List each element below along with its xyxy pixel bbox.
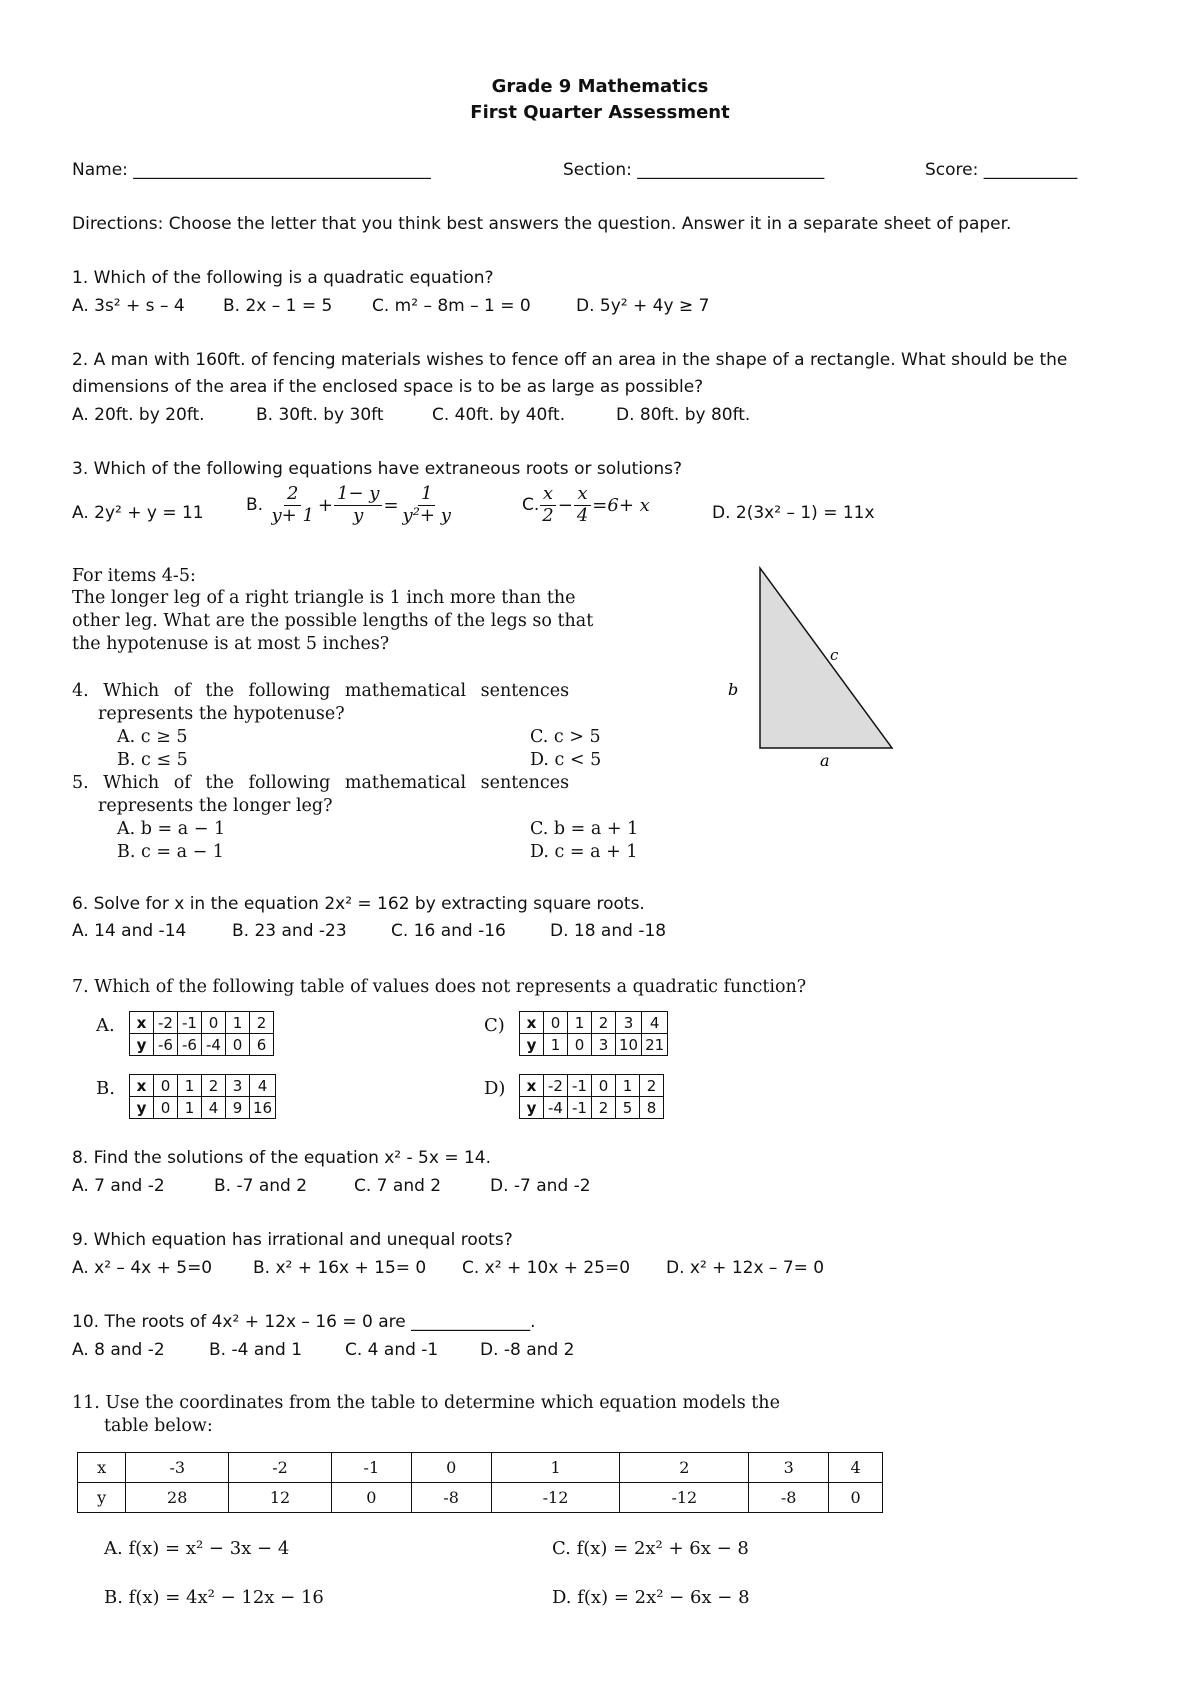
q5-option-d[interactable]: D. c = a + 1 [530, 842, 638, 862]
table-cell: 1 [178, 1075, 202, 1097]
table-header-cell: y [130, 1097, 154, 1119]
question-4-line-1: 4. Which of the following mathematical sentences [72, 681, 570, 701]
q3b-f2-num: 1− y [334, 484, 382, 506]
q9-option-c[interactable]: C. x² + 10x + 25=0 [462, 1258, 631, 1278]
table-cell: 0 [154, 1075, 178, 1097]
question-11-line-2: table below: [104, 1416, 213, 1436]
question-4-line-2: represents the hypotenuse? [98, 704, 345, 724]
q11-option-b[interactable]: B. f(x) = 4x² − 12x − 16 [104, 1587, 324, 1608]
name-field[interactable]: Name: ___________________________________ [72, 160, 431, 180]
q5-option-b[interactable]: B. c = a − 1 [117, 842, 224, 862]
q8-option-c[interactable]: C. 7 and 2 [354, 1176, 442, 1196]
table-cell: 4 [202, 1097, 226, 1119]
table-cell: 4 [250, 1075, 276, 1097]
table-cell: 0 [568, 1034, 592, 1056]
question-7: 7. Which of the following table of values does not represents a quadratic function? [72, 977, 807, 997]
table-cell: 4 [829, 1453, 883, 1483]
table-header-cell: y [520, 1034, 544, 1056]
q2-option-d[interactable]: D. 80ft. by 80ft. [616, 405, 751, 425]
items-4-5-stem-line-2: other leg. What are the possible lengths of the legs so that [72, 611, 594, 631]
table-cell: 9 [226, 1097, 250, 1119]
q3-option-b[interactable] [246, 484, 454, 526]
q9-option-b[interactable]: B. x² + 16x + 15= 0 [253, 1258, 427, 1278]
right-triangle [760, 568, 892, 748]
table-cell: -1 [331, 1453, 411, 1483]
q3b-f3-num: 1 [418, 484, 435, 506]
q3-option-c[interactable] [522, 484, 651, 526]
items-4-5-intro: For items 4-5: [72, 566, 196, 586]
q3c-minus: − [557, 494, 573, 516]
table-header-cell: x [130, 1075, 154, 1097]
q3b-fraction-1 [268, 484, 316, 526]
q3-option-c-label: C. [522, 495, 540, 516]
q6-option-b[interactable]: B. 23 and -23 [232, 921, 347, 941]
table-cell: 0 [226, 1034, 250, 1056]
page-subtitle: First Quarter Assessment [470, 102, 730, 123]
q2-option-c[interactable]: C. 40ft. by 40ft. [432, 405, 566, 425]
q10-option-b[interactable]: B. -4 and 1 [209, 1340, 303, 1360]
table-cell: 0 [829, 1483, 883, 1513]
q3b-fraction-2 [334, 484, 382, 526]
table-cell: -2 [229, 1453, 332, 1483]
q6-option-d[interactable]: D. 18 and -18 [550, 921, 667, 941]
table-cell: 0 [202, 1012, 226, 1034]
table-cell: 4 [642, 1012, 668, 1034]
q11-x-row [78, 1453, 883, 1483]
question-2-line-2: dimensions of the area if the enclosed space is to be as large as possible? [72, 377, 704, 397]
q4-option-a[interactable]: A. c ≥ 5 [117, 727, 188, 747]
table-header-cell: x [520, 1012, 544, 1034]
table-cell: -3 [126, 1453, 229, 1483]
q1-option-d[interactable]: D. 5y² + 4y ≥ 7 [576, 296, 710, 316]
directions: Directions: Choose the letter that you think best answers the question. Answer it in a separate sheet of paper. [72, 214, 1012, 234]
table-cell: -8 [411, 1483, 491, 1513]
table-cell: 12 [229, 1483, 332, 1513]
table-cell: 1 [178, 1097, 202, 1119]
q3b-f1-den: y+ 1 [271, 504, 314, 526]
question-11-line-1: 11. Use the coordinates from the table to determine which equation models the [72, 1393, 780, 1413]
table-cell: 3 [592, 1034, 616, 1056]
q10-option-d[interactable]: D. -8 and 2 [480, 1340, 575, 1360]
table-cell: 10 [616, 1034, 642, 1056]
q7-table-label[interactable]: A. [96, 1015, 115, 1036]
q9-option-d[interactable]: D. x² + 12x – 7= 0 [666, 1258, 825, 1278]
table-cell: 2 [620, 1453, 749, 1483]
q4-option-d[interactable]: D. c < 5 [530, 750, 602, 770]
table-cell: 8 [640, 1097, 664, 1119]
table-cell: 3 [749, 1453, 829, 1483]
q1-option-b[interactable]: B. 2x – 1 = 5 [223, 296, 333, 316]
q4-option-c[interactable]: C. c > 5 [530, 727, 601, 747]
q7-values-table [129, 1074, 276, 1119]
question-5-line-1: 5. Which of the following mathematical sentences [72, 773, 570, 793]
q7-values-table [519, 1074, 664, 1119]
q3-option-a[interactable]: A. 2y² + y = 11 [72, 503, 204, 523]
q5-option-a[interactable]: A. b = a − 1 [117, 819, 226, 839]
table-header-cell: x [130, 1012, 154, 1034]
triangle-label-c: c [830, 646, 839, 664]
table-cell: 1 [491, 1453, 620, 1483]
table-cell: 5 [616, 1097, 640, 1119]
triangle-label-a: a [820, 751, 830, 770]
q11-table [77, 1452, 883, 1513]
q11-option-c[interactable]: C. f(x) = 2x² + 6x − 8 [552, 1538, 749, 1559]
q7-y-row [520, 1034, 668, 1056]
q7-table-label[interactable]: C) [484, 1015, 505, 1036]
triangle-label-b: b [728, 680, 739, 699]
question-9: 9. Which equation has irrational and unequal roots? [72, 1230, 513, 1250]
question-6: 6. Solve for x in the equation 2x² = 162 by extracting square roots. [72, 894, 645, 914]
table-cell: 1 [544, 1034, 568, 1056]
q3-option-d[interactable]: D. 2(3x² – 1) = 11x [712, 503, 875, 523]
table-header-cell: y [78, 1483, 126, 1513]
q3c-f2-num: x [574, 484, 590, 506]
question-2-line-1: 2. A man with 160ft. of fencing materials wishes to fence off an area in the shape of a rectangle. What should be the [72, 350, 1068, 370]
table-header-cell: x [520, 1075, 544, 1097]
table-header-cell: x [78, 1453, 126, 1483]
table-cell: 2 [640, 1075, 664, 1097]
table-cell: -4 [544, 1097, 568, 1119]
q4-option-b[interactable]: B. c ≤ 5 [117, 750, 188, 770]
q3c-fraction-2 [574, 484, 591, 526]
table-cell: 0 [331, 1483, 411, 1513]
section-field[interactable]: Section: ______________________ [563, 160, 825, 180]
q11-option-d[interactable]: D. f(x) = 2x² − 6x − 8 [552, 1587, 750, 1608]
q8-option-b[interactable]: B. -7 and 2 [214, 1176, 308, 1196]
q11-y-row [78, 1483, 883, 1513]
q2-option-b[interactable]: B. 30ft. by 30ft [256, 405, 384, 425]
q3c-f1-num: x [540, 484, 556, 506]
q7-values-table [519, 1011, 668, 1056]
q10-option-c[interactable]: C. 4 and -1 [345, 1340, 439, 1360]
q3c-rhs: =6+ x [592, 494, 650, 516]
table-cell: -8 [749, 1483, 829, 1513]
q9-option-a[interactable]: A. x² – 4x + 5=0 [72, 1258, 213, 1278]
q3b-equals: = [383, 494, 399, 516]
table-cell: 6 [250, 1034, 274, 1056]
q6-option-c[interactable]: C. 16 and -16 [391, 921, 506, 941]
table-cell: 3 [226, 1075, 250, 1097]
q7-x-row [130, 1075, 276, 1097]
q3b-f1-num: 2 [284, 484, 301, 506]
table-cell: 0 [154, 1097, 178, 1119]
question-10: 10. The roots of 4x² + 12x – 16 = 0 are ______________. [72, 1312, 536, 1332]
q2-option-a[interactable]: A. 20ft. by 20ft. [72, 405, 205, 425]
q3b-f2-den: y [353, 504, 364, 526]
q7-y-row [520, 1097, 664, 1119]
table-cell: -1 [568, 1097, 592, 1119]
table-cell: 21 [642, 1034, 668, 1056]
table-cell: 1 [616, 1075, 640, 1097]
question-5-line-2: represents the longer leg? [98, 796, 333, 816]
table-cell: 2 [250, 1012, 274, 1034]
q6-option-a[interactable]: A. 14 and -14 [72, 921, 187, 941]
q8-option-d[interactable]: D. -7 and -2 [490, 1176, 591, 1196]
q1-option-c[interactable]: C. m² – 8m – 1 = 0 [372, 296, 531, 316]
question-3: 3. Which of the following equations have extraneous roots or solutions? [72, 459, 683, 479]
page-title: Grade 9 Mathematics [491, 76, 709, 97]
table-cell: 2 [202, 1075, 226, 1097]
q7-x-row [520, 1012, 668, 1034]
question-8: 8. Find the solutions of the equation x² - 5x = 14. [72, 1148, 492, 1168]
table-cell: -4 [202, 1034, 226, 1056]
q3c-f2-den: 4 [576, 504, 589, 526]
table-cell: -2 [544, 1075, 568, 1097]
table-cell: 1 [226, 1012, 250, 1034]
q11-option-a[interactable]: A. f(x) = x² − 3x − 4 [104, 1538, 290, 1559]
q7-y-row [130, 1034, 274, 1056]
q7-table-label[interactable]: B. [96, 1078, 115, 1099]
right-triangle-figure [700, 560, 920, 780]
items-4-5-stem-line-1: The longer leg of a right triangle is 1 inch more than the [72, 588, 576, 608]
table-cell: 0 [411, 1453, 491, 1483]
table-cell: -6 [154, 1034, 178, 1056]
table-cell: 2 [592, 1012, 616, 1034]
question-1: 1. Which of the following is a quadratic equation? [72, 268, 494, 288]
items-4-5-stem-line-3: the hypotenuse is at most 5 inches? [72, 634, 390, 654]
table-header-cell: y [520, 1097, 544, 1119]
table-header-cell: y [130, 1034, 154, 1056]
table-cell: -1 [178, 1012, 202, 1034]
q7-values-table [129, 1011, 274, 1056]
q7-x-row [520, 1075, 664, 1097]
q5-option-c[interactable]: C. b = a + 1 [530, 819, 639, 839]
table-cell: 28 [126, 1483, 229, 1513]
q3b-f3-den: y²+ y [402, 504, 451, 526]
table-cell: -6 [178, 1034, 202, 1056]
q10-option-a[interactable]: A. 8 and -2 [72, 1340, 165, 1360]
table-cell: -12 [620, 1483, 749, 1513]
table-cell: -1 [568, 1075, 592, 1097]
table-cell: 0 [544, 1012, 568, 1034]
q3c-f1-den: 2 [542, 504, 554, 526]
q7-table-label[interactable]: D) [484, 1078, 506, 1099]
q7-y-row [130, 1097, 276, 1119]
q7-x-row [130, 1012, 274, 1034]
q3c-fraction-1 [539, 484, 556, 526]
q3b-plus: + [317, 494, 334, 516]
q3b-fraction-3 [400, 484, 454, 526]
table-cell: 3 [616, 1012, 642, 1034]
q1-option-a[interactable]: A. 3s² + s – 4 [72, 296, 185, 316]
q3-option-b-label: B. [246, 495, 264, 516]
q8-option-a[interactable]: A. 7 and -2 [72, 1176, 165, 1196]
table-cell: -2 [154, 1012, 178, 1034]
table-cell: 1 [568, 1012, 592, 1034]
table-cell: 0 [592, 1075, 616, 1097]
score-field[interactable]: Score: ___________ [925, 160, 1078, 180]
table-cell: -12 [491, 1483, 620, 1513]
table-cell: 16 [250, 1097, 276, 1119]
table-cell: 2 [592, 1097, 616, 1119]
